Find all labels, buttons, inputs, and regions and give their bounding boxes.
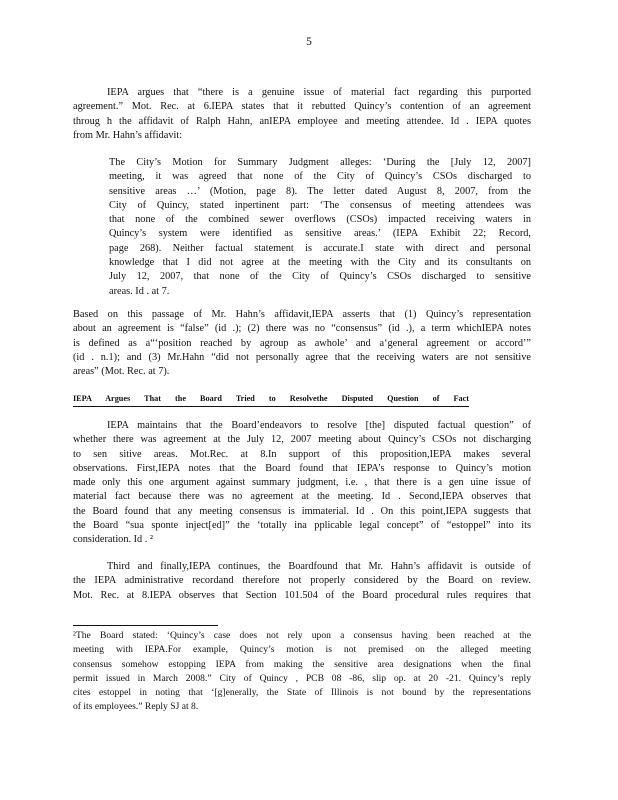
section-heading: IEPA Argues That the Board Tried to Resolvethe Disputed Question of Fact [73,393,469,407]
text-line: Mot. Rec. at 8.IEPA observes that Section 101.504 of the Board procedural rules requires that [73,589,531,601]
text-line: the Board “sua sponte inject[ed]” the ‘totally ina pplicable legal concept” of “estoppel” into its [73,520,531,532]
text-line: knowledge that I did not agree at the meeting with the City and its consultants on [109,257,531,269]
text-line: made only this one argument against summary judgment, i.e. , that there is a gen uine issue of [73,477,531,489]
text-line: Quincy’s system were identified as sensitive areas.’ (IEPA Exhibit 22; Record, [109,228,531,240]
text-line: Third and finally,IEPA continues, the Boardfound that Mr. Hahn’s affidavit is outside of [107,561,531,572]
footnote-divider [73,625,218,626]
block-quote-hahn-affidavit [109,156,531,299]
text-line: is defined as a“‘position reached by agroup as awhole’ and a‘general agreement or accord’” [73,337,531,349]
text-line: The City’s Motion for Summary Judgment alleges: ‘During the [July 12, 2007] [109,157,531,168]
text-line: areas. Id . at 7. [109,285,170,297]
text-line: IEPA argues that “there is a genuine issue of material fact regarding this purported [107,87,531,98]
text-line: consideration. Id . ² [73,534,154,546]
text-line: about an agreement is “false” (id .); (2) there was no “consensus” (id .), a term whichIEPA notes [73,323,531,335]
text-line: City of Quincy, stated inpertinent part: ‘The consensus of meeting attendees was [109,199,531,211]
text-line: page 268). Neither factual statement is accurate.I state with direct and personal [109,242,531,254]
paragraph-third-and-finally [73,560,531,603]
text-line: meeting, it was agreed that none of the City of Quincy’s CSOs discharged to [109,171,531,183]
text-line: the Board found that any meeting consensus is immaterial. Id . On this point,IEPA suggests that [73,505,531,517]
paragraph-iepa-maintains [73,419,531,548]
page-number: 5 [306,36,312,48]
paragraph-iepa-argues [73,86,531,143]
footnote-line: permit issued in March 2008.” City of Quincy , PCB 08 -86, slip op. at 20 -21. Quincy’s reply [73,672,531,684]
footnote-line: meeting with IEPA.For example, Quincy’s motion is not premised on the alleged meeting [73,644,531,656]
text-line: the IEPA administrative recordand therefore not properly considered by the Board on review. [73,575,531,587]
text-line: material fact because there was no agreement at the meeting. Id . Second,IEPA observes that [73,491,531,503]
text-line: whether there was agreement at the July 12, 2007 meeting about Quincy’s CSOs not discharging [73,434,531,446]
text-line: observations. First,IEPA notes that the Board found that IEPA’s response to Quincy’s motion [73,462,531,474]
text-line: throug h the affidavit of Ralph Hahn, anIEPA employee and meeting attendee. Id . IEPA quotes [73,115,531,127]
text-line: that none of the combined sewer overflows (CSOs) impacted receiving waters in [109,214,531,226]
text-line: to sen sitive areas. Mot.Rec. at 8.In support of this proposition,IEPA makes several [73,448,531,460]
text-line: July 12, 2007, that none of the City of Quincy’s CSOs discharged to sensitive [109,271,531,283]
text-line: sensitive areas …’ (Motion, page 8). The letter dated August 8, 2007, from the [109,185,531,197]
footnote-line: of its employees.” Reply SJ at 8. [73,701,199,713]
footnote-line: consensus somehow estopping IEPA from making the sensitive area designations when the final [73,658,531,670]
paragraph-based-on-passage [73,308,531,379]
text-line: IEPA maintains that the Board’endeavors to resolve [the] disputed factual question” of [107,420,531,431]
footnote-line: cites estoppel in noting that ‘[g]enerally, the State of Illinois is not bound by the representations [73,687,531,699]
text-line: from Mr. Hahn’s affidavit: [73,129,183,141]
text-line: agreement.” Mot. Rec. at 6.IEPA states that it rebutted Quincy’s contention of an agreement [73,101,531,113]
text-line: areas” (Mot. Rec. at 7). [73,366,170,378]
text-line: Based on this passage of Mr. Hahn’s affidavit,IEPA asserts that (1) Quincy’s representation [73,309,531,320]
text-line: (id . n.1); and (3) Mr.Hahn “did not personally agree that the receiving waters are not sensitive [73,351,531,363]
footnote-line: ²The Board stated: ‘Quincy’s case does not rely upon a consensus having been reached at the [73,630,531,641]
footnote-2 [73,629,531,715]
